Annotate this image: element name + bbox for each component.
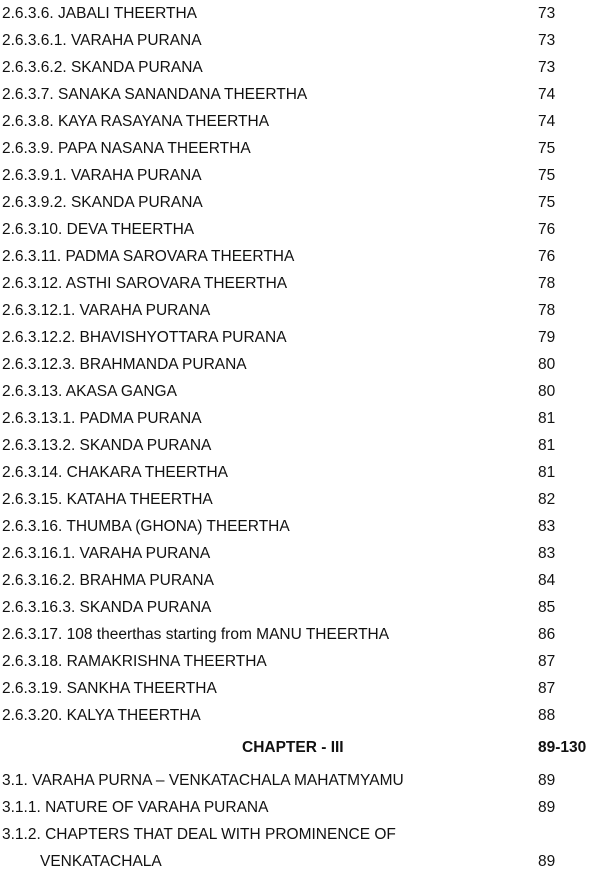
entry-page-number: 75 bbox=[538, 167, 556, 184]
toc-entry bbox=[0, 767, 600, 794]
entry-title: 2.6.3.12.2. BHAVISHYOTTARA PURANA bbox=[2, 329, 287, 346]
entry-page-number: 89 bbox=[538, 853, 556, 870]
entry-title: 2.6.3.10. DEVA THEERTHA bbox=[2, 221, 195, 238]
entry-title: 2.6.3.15. KATAHA THEERTHA bbox=[2, 491, 213, 508]
entry-title: 2.6.3.16. THUMBA (GHONA) THEERTHA bbox=[2, 518, 290, 535]
entry-page-number: 78 bbox=[538, 302, 556, 319]
entry-page-number: 83 bbox=[538, 545, 556, 562]
entry-page-number: 78 bbox=[538, 275, 556, 292]
entry-page-number: 86 bbox=[538, 626, 556, 643]
entry-title: 2.6.3.16.2. BRAHMA PURANA bbox=[2, 572, 214, 589]
chapter-page-range: 89-130 bbox=[538, 739, 587, 756]
entry-title: 2.6.3.12.1. VARAHA PURANA bbox=[2, 302, 211, 319]
toc-entry bbox=[0, 297, 600, 324]
entry-page-number: 74 bbox=[538, 86, 556, 103]
entry-page-number: 76 bbox=[538, 248, 556, 265]
toc-entry bbox=[0, 794, 600, 821]
entry-title: 2.6.3.11. PADMA SAROVARA THEERTHA bbox=[2, 248, 295, 265]
entry-title: 2.6.3.9.1. VARAHA PURANA bbox=[2, 167, 202, 184]
toc-entry bbox=[0, 216, 600, 243]
entry-page-number: 80 bbox=[538, 356, 556, 373]
entry-page-number: 85 bbox=[538, 599, 556, 616]
entry-page-number: 75 bbox=[538, 194, 556, 211]
entry-title: 2.6.3.9. PAPA NASANA THEERTHA bbox=[2, 140, 251, 157]
entry-page-number: 88 bbox=[538, 707, 556, 724]
toc-entry bbox=[0, 594, 600, 621]
toc-entry bbox=[0, 432, 600, 459]
toc-entry bbox=[0, 351, 600, 378]
toc-entry bbox=[0, 0, 600, 27]
chapter-title: CHAPTER - III bbox=[242, 739, 344, 756]
toc-entry bbox=[0, 675, 600, 702]
entry-page-number: 74 bbox=[538, 113, 556, 130]
toc-entry bbox=[0, 162, 600, 189]
toc-entry bbox=[0, 378, 600, 405]
entry-title: 2.6.3.13.1. PADMA PURANA bbox=[2, 410, 202, 427]
entry-page-number: 79 bbox=[538, 329, 556, 346]
entry-title: 2.6.3.14. CHAKARA THEERTHA bbox=[2, 464, 228, 481]
entry-title: VENKATACHALA bbox=[40, 853, 162, 870]
toc-entry bbox=[0, 54, 600, 81]
toc-entry bbox=[0, 270, 600, 297]
entry-title: 3.1. VARAHA PURNA – VENKATACHALA MAHATMYAMU bbox=[2, 772, 404, 789]
entry-page-number: 87 bbox=[538, 653, 556, 670]
entry-title: 2.6.3.19. SANKHA THEERTHA bbox=[2, 680, 217, 697]
entry-title: 2.6.3.17. 108 theerthas starting from MANU THEERTHA bbox=[2, 626, 390, 643]
toc-entry bbox=[0, 567, 600, 594]
entry-page-number: 81 bbox=[538, 437, 556, 454]
entry-title: 2.6.3.12.3. BRAHMANDA PURANA bbox=[2, 356, 247, 373]
entry-page-number: 73 bbox=[538, 5, 556, 22]
entry-page-number: 84 bbox=[538, 572, 556, 589]
entry-title: 3.1.1. NATURE OF VARAHA PURANA bbox=[2, 799, 269, 816]
toc-entry bbox=[0, 459, 600, 486]
entry-page-number: 73 bbox=[538, 59, 556, 76]
entry-title: 2.6.3.18. RAMAKRISHNA THEERTHA bbox=[2, 653, 267, 670]
entry-page-number: 81 bbox=[538, 410, 556, 427]
toc-entry bbox=[0, 540, 600, 567]
entry-page-number: 73 bbox=[538, 32, 556, 49]
entry-title: 2.6.3.20. KALYA THEERTHA bbox=[2, 707, 201, 724]
toc-entry bbox=[0, 486, 600, 513]
entry-title: 2.6.3.13.2. SKANDA PURANA bbox=[2, 437, 212, 454]
toc-entry bbox=[0, 702, 600, 729]
entry-page-number: 89 bbox=[538, 772, 556, 789]
entry-title: 2.6.3.13. AKASA GANGA bbox=[2, 383, 177, 400]
toc-entry-continuation bbox=[0, 848, 600, 875]
entry-title: 3.1.2. CHAPTERS THAT DEAL WITH PROMINENCE OF bbox=[2, 826, 396, 843]
entry-page-number: 87 bbox=[538, 680, 556, 697]
entry-page-number: 80 bbox=[538, 383, 556, 400]
entry-title: 2.6.3.7. SANAKA SANANDANA THEERTHA bbox=[2, 86, 308, 103]
entry-title: 2.6.3.6.2. SKANDA PURANA bbox=[2, 59, 203, 76]
entry-title: 2.6.3.16.1. VARAHA PURANA bbox=[2, 545, 211, 562]
entry-page-number: 81 bbox=[538, 464, 556, 481]
entry-title: 2.6.3.6.1. VARAHA PURANA bbox=[2, 32, 202, 49]
entry-page-number: 82 bbox=[538, 491, 556, 508]
toc-entry bbox=[0, 513, 600, 540]
toc-entry bbox=[0, 821, 600, 848]
toc-entry bbox=[0, 243, 600, 270]
toc-entry bbox=[0, 108, 600, 135]
entry-title: 2.6.3.16.3. SKANDA PURANA bbox=[2, 599, 212, 616]
toc-entry bbox=[0, 27, 600, 54]
toc-entry bbox=[0, 405, 600, 432]
entry-title: 2.6.3.9.2. SKANDA PURANA bbox=[2, 194, 203, 211]
toc-entry bbox=[0, 621, 600, 648]
chapter-heading bbox=[0, 734, 600, 761]
entry-page-number: 75 bbox=[538, 140, 556, 157]
toc-entry bbox=[0, 81, 600, 108]
entry-title: 2.6.3.6. JABALI THEERTHA bbox=[2, 5, 197, 22]
entry-page-number: 83 bbox=[538, 518, 556, 535]
toc-entry bbox=[0, 324, 600, 351]
toc-entry bbox=[0, 648, 600, 675]
toc-entry bbox=[0, 135, 600, 162]
entry-title: 2.6.3.8. KAYA RASAYANA THEERTHA bbox=[2, 113, 270, 130]
entry-title: 2.6.3.12. ASTHI SAROVARA THEERTHA bbox=[2, 275, 288, 292]
entry-page-number: 89 bbox=[538, 799, 556, 816]
toc-entry bbox=[0, 189, 600, 216]
entry-page-number: 76 bbox=[538, 221, 556, 238]
